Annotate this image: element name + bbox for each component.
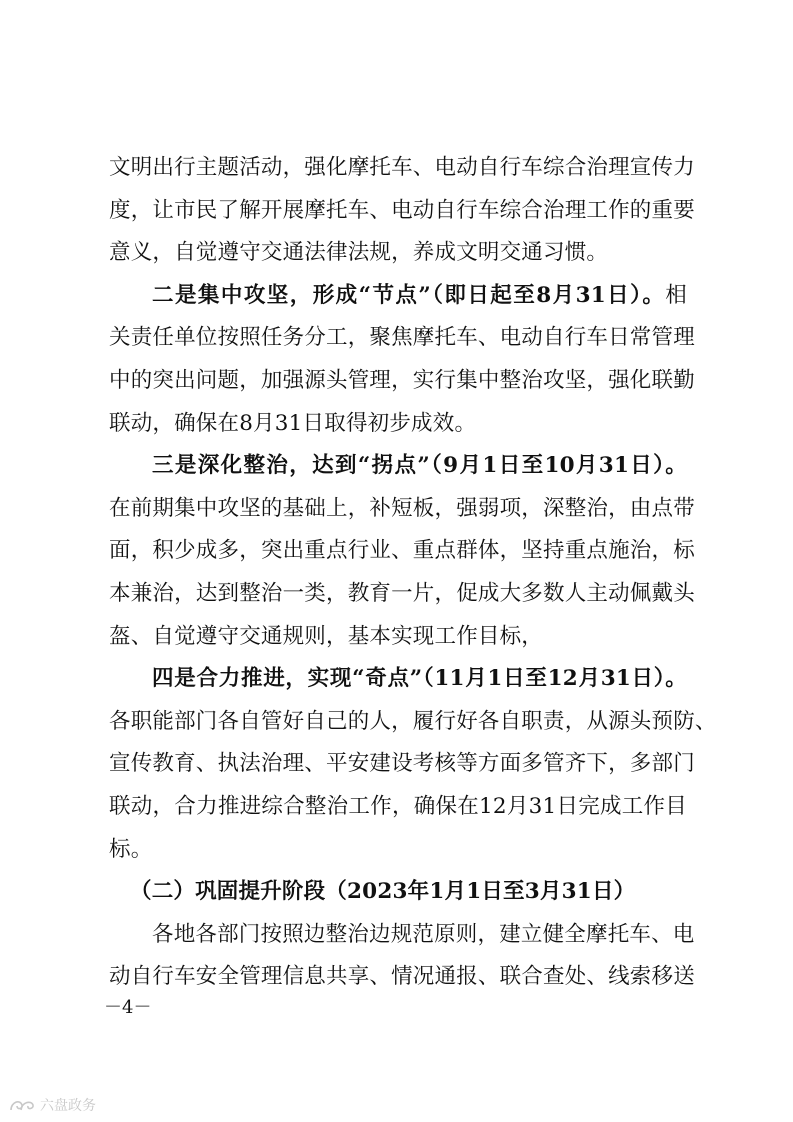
section-heading: （二）巩固提升阶段（2023年1月1日至3月31日） [130, 879, 636, 905]
watermark [8, 1094, 96, 1116]
body-line: 标。 [109, 836, 153, 862]
paragraph-heading-line [109, 445, 687, 488]
body-line: 中的突出问题，加强源头管理，实行集中整治攻坚，强化联勤 [109, 367, 695, 393]
body-line: 宣传教育、执法治理、平安建设考核等方面多管齐下，多部门 [109, 751, 695, 777]
body-text: 相 [665, 282, 687, 308]
body-line: 文明出行主题活动，强化摩托车、电动自行车综合治理宣传力 [109, 155, 695, 180]
body-line: 度，让市民了解开展摩托车、电动自行车综合治理工作的重要 [109, 197, 695, 223]
body-line: 关责任单位按照任务分工，聚焦摩托车、电动自行车日常管理 [109, 325, 695, 351]
paragraph-heading-line [109, 275, 687, 318]
body-line: 各职能部门各自管好自己的人，履行好各自职责，从源头预防、 [109, 708, 717, 734]
body-line: 盔、自觉遵守交通规则，基本实现工作目标， [109, 623, 544, 649]
paragraph-heading-line [109, 658, 687, 701]
watermark-text: 六盘政务 [40, 1098, 96, 1114]
body-line: 联动，确保在8月31日取得初步成效。 [109, 410, 477, 436]
paragraph-heading: 四是合力推进，实现“奇点”（11月1日至12月31日）。 [152, 666, 687, 692]
page-number: －4－ [104, 997, 152, 1018]
body-line: 面，积少成多，突出重点行业、重点群体，坚持重点施治，标 [109, 538, 695, 564]
body-line: 联动，合力推进综合整治工作，确保在12月31日完成工作目 [109, 793, 687, 819]
paragraph-heading: 二是集中攻坚，形成“节点”（即日起至8月31日）。 [152, 282, 666, 308]
body-line: 在前期集中攻坚的基础上，补短板，强弱项，深整治，由点带 [109, 495, 695, 521]
body-line: 意义，自觉遵守交通法律法规，养成文明交通习惯。 [109, 240, 609, 266]
body-line: 各地各部门按照边整治边规范原则，建立健全摩托车、电 [152, 921, 695, 947]
swirl-logo-icon [8, 1096, 36, 1114]
body-line: 本兼治，达到整治一类，教育一片，促成大多数人主动佩戴头 [109, 580, 695, 606]
paragraph-heading: 三是深化整治，达到“拐点”（9月1日至10月31日）。 [152, 453, 687, 479]
body-line: 动自行车安全管理信息共享、情况通报、联合查处、线索移送 [109, 964, 695, 990]
document-body [109, 147, 717, 999]
